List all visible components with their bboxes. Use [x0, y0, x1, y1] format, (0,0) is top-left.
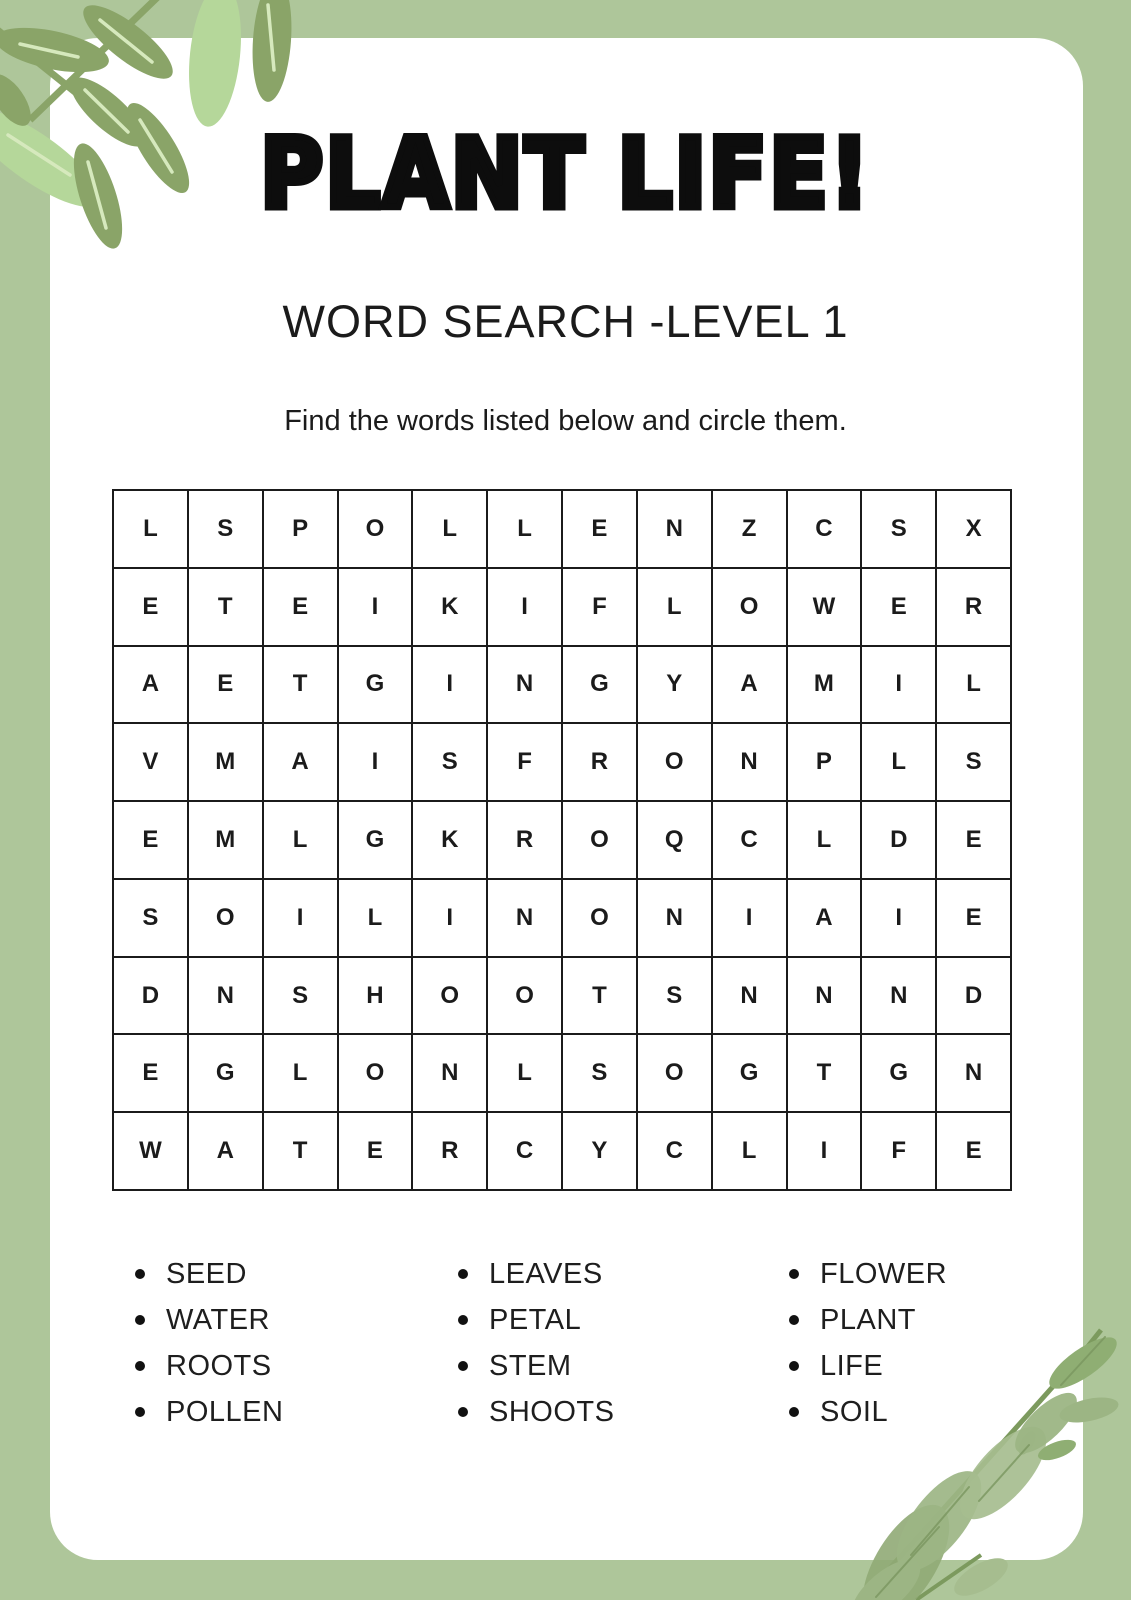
grid-cell[interactable]: N — [861, 957, 936, 1035]
grid-cell[interactable]: L — [113, 490, 188, 568]
grid-cell[interactable]: T — [188, 568, 263, 646]
word-list-item — [789, 1343, 947, 1389]
bullet-icon — [135, 1407, 145, 1417]
grid-cell[interactable]: P — [263, 490, 338, 568]
grid-cell[interactable]: I — [861, 879, 936, 957]
word-list-item — [458, 1389, 614, 1435]
grid-cell[interactable]: N — [787, 957, 862, 1035]
grid-cell[interactable]: K — [412, 801, 487, 879]
grid-cell[interactable]: D — [113, 957, 188, 1035]
grid-cell[interactable]: O — [562, 801, 637, 879]
page-subtitle: WORD SEARCH -LEVEL 1 — [282, 296, 849, 347]
grid-cell[interactable]: N — [412, 1034, 487, 1112]
grid-cell[interactable]: O — [338, 1034, 413, 1112]
grid-cell[interactable]: M — [188, 723, 263, 801]
grid-cell[interactable]: M — [787, 646, 862, 724]
grid-cell[interactable]: C — [712, 801, 787, 879]
grid-cell[interactable]: C — [637, 1112, 712, 1190]
grid-cell[interactable]: D — [861, 801, 936, 879]
grid-cell[interactable]: L — [487, 490, 562, 568]
grid-cell[interactable]: I — [338, 723, 413, 801]
grid-cell[interactable]: L — [263, 801, 338, 879]
grid-cell[interactable]: A — [712, 646, 787, 724]
grid-cell[interactable]: L — [712, 1112, 787, 1190]
bullet-icon — [458, 1361, 468, 1371]
grid-cell[interactable]: L — [487, 1034, 562, 1112]
word-label: ROOTS — [166, 1349, 272, 1382]
bullet-icon — [458, 1269, 468, 1279]
grid-cell[interactable]: I — [787, 1112, 862, 1190]
grid-cell[interactable]: S — [188, 490, 263, 568]
word-label: STEM — [489, 1349, 572, 1382]
bullet-icon — [789, 1361, 799, 1371]
word-list-item — [135, 1251, 283, 1297]
grid-cell[interactable]: E — [113, 568, 188, 646]
grid-cell[interactable]: G — [861, 1034, 936, 1112]
grid-cell[interactable]: N — [712, 723, 787, 801]
instruction-text: Find the words listed below and circle them. — [284, 405, 847, 437]
grid-cell[interactable]: S — [861, 490, 936, 568]
word-label: LIFE — [820, 1349, 884, 1382]
grid-cell[interactable]: C — [787, 490, 862, 568]
grid-cell[interactable]: I — [861, 646, 936, 724]
grid-cell[interactable]: Q — [637, 801, 712, 879]
grid-cell[interactable]: D — [936, 957, 1011, 1035]
grid-cell[interactable]: G — [338, 801, 413, 879]
grid-cell[interactable]: I — [487, 568, 562, 646]
word-list-column — [458, 1251, 614, 1435]
grid-cell[interactable]: Y — [562, 1112, 637, 1190]
word-list-item — [135, 1343, 283, 1389]
grid-cell[interactable]: F — [562, 568, 637, 646]
grid-cell[interactable]: A — [113, 646, 188, 724]
grid-cell[interactable]: N — [637, 490, 712, 568]
grid-cell[interactable]: O — [412, 957, 487, 1035]
grid-cell[interactable]: L — [338, 879, 413, 957]
grid-cell[interactable]: F — [861, 1112, 936, 1190]
grid-cell[interactable]: O — [188, 879, 263, 957]
word-label: POLLEN — [166, 1395, 284, 1428]
grid-cell[interactable]: S — [936, 723, 1011, 801]
grid-cell[interactable]: N — [712, 957, 787, 1035]
word-label: LEAVES — [489, 1257, 603, 1290]
bullet-icon — [789, 1315, 799, 1325]
grid-cell[interactable]: L — [861, 723, 936, 801]
grid-cell[interactable]: V — [113, 723, 188, 801]
word-list-item — [789, 1251, 947, 1297]
grid-cell[interactable]: O — [562, 879, 637, 957]
grid-cell[interactable]: E — [113, 1034, 188, 1112]
word-label: PETAL — [489, 1303, 582, 1336]
grid-cell[interactable]: E — [861, 568, 936, 646]
grid-cell[interactable]: S — [412, 723, 487, 801]
word-list-item — [135, 1389, 283, 1435]
grid-cell[interactable]: O — [712, 568, 787, 646]
word-label: SHOOTS — [489, 1395, 615, 1428]
grid-cell[interactable]: E — [338, 1112, 413, 1190]
grid-cell[interactable]: T — [263, 1112, 338, 1190]
bullet-icon — [135, 1269, 145, 1279]
word-label: SEED — [166, 1257, 247, 1290]
grid-cell[interactable]: W — [113, 1112, 188, 1190]
grid-cell[interactable]: L — [936, 646, 1011, 724]
word-list-column — [789, 1251, 947, 1435]
grid-cell[interactable]: A — [263, 723, 338, 801]
grid-cell[interactable]: N — [936, 1034, 1011, 1112]
grid-cell[interactable]: P — [787, 723, 862, 801]
grid-cell[interactable]: Z — [712, 490, 787, 568]
grid-cell[interactable]: S — [562, 1034, 637, 1112]
grid-cell[interactable]: L — [263, 1034, 338, 1112]
grid-cell[interactable]: A — [787, 879, 862, 957]
word-label: WATER — [166, 1303, 270, 1336]
word-search-grid — [112, 489, 1012, 1191]
grid-cell[interactable]: T — [263, 646, 338, 724]
grid-cell[interactable]: E — [936, 1112, 1011, 1190]
grid-cell[interactable]: N — [487, 879, 562, 957]
grid-cell[interactable]: H — [338, 957, 413, 1035]
grid-cell[interactable]: R — [487, 801, 562, 879]
grid-cell[interactable]: G — [562, 646, 637, 724]
grid-cell[interactable]: Y — [637, 646, 712, 724]
grid-cell[interactable]: G — [188, 1034, 263, 1112]
grid-cell[interactable]: A — [188, 1112, 263, 1190]
grid-cell[interactable]: F — [487, 723, 562, 801]
grid-cell[interactable]: R — [412, 1112, 487, 1190]
grid-cell[interactable]: E — [936, 879, 1011, 957]
grid-cell[interactable]: S — [637, 957, 712, 1035]
page-title: PLANT LIFE! — [259, 118, 872, 230]
grid-cell[interactable]: G — [338, 646, 413, 724]
grid-cell[interactable]: R — [936, 568, 1011, 646]
bullet-icon — [789, 1407, 799, 1417]
grid-cell[interactable]: C — [487, 1112, 562, 1190]
grid-cell[interactable]: O — [487, 957, 562, 1035]
word-list-column — [135, 1251, 283, 1435]
grid-cell[interactable]: T — [787, 1034, 862, 1112]
grid-cell[interactable]: E — [113, 801, 188, 879]
word-list-item — [789, 1297, 947, 1343]
grid-cell[interactable]: O — [338, 490, 413, 568]
bullet-icon — [135, 1315, 145, 1325]
grid-cell[interactable]: N — [188, 957, 263, 1035]
grid-cell[interactable]: I — [338, 568, 413, 646]
grid-cell[interactable]: E — [936, 801, 1011, 879]
bullet-icon — [458, 1315, 468, 1325]
grid-cell[interactable]: I — [712, 879, 787, 957]
grid-cell[interactable]: X — [936, 490, 1011, 568]
grid-cell[interactable]: K — [412, 568, 487, 646]
word-label: PLANT — [820, 1303, 916, 1336]
grid-cell[interactable]: E — [263, 568, 338, 646]
word-list-item — [135, 1297, 283, 1343]
grid-cell[interactable]: O — [637, 1034, 712, 1112]
bullet-icon — [789, 1269, 799, 1279]
grid-cell[interactable]: E — [562, 490, 637, 568]
grid-cell[interactable]: N — [637, 879, 712, 957]
grid-cell[interactable]: I — [412, 646, 487, 724]
grid-cell[interactable]: L — [637, 568, 712, 646]
grid-cell[interactable]: N — [487, 646, 562, 724]
grid-cell[interactable]: G — [712, 1034, 787, 1112]
word-label: FLOWER — [820, 1257, 948, 1290]
bullet-icon — [458, 1407, 468, 1417]
grid-cell[interactable]: W — [787, 568, 862, 646]
grid-cell[interactable]: M — [188, 801, 263, 879]
bullet-icon — [135, 1361, 145, 1371]
grid-cell[interactable]: S — [113, 879, 188, 957]
grid-cell[interactable]: T — [562, 957, 637, 1035]
word-label: SOIL — [820, 1395, 889, 1428]
grid-cell[interactable]: I — [412, 879, 487, 957]
word-list-item — [458, 1251, 614, 1297]
grid-cell[interactable]: L — [412, 490, 487, 568]
grid-cell[interactable]: R — [562, 723, 637, 801]
grid-cell[interactable]: E — [188, 646, 263, 724]
grid-cell[interactable]: I — [263, 879, 338, 957]
grid-cell[interactable]: S — [263, 957, 338, 1035]
grid-cell[interactable]: L — [787, 801, 862, 879]
word-list-item — [789, 1389, 947, 1435]
word-list-item — [458, 1297, 614, 1343]
grid-cell[interactable]: O — [637, 723, 712, 801]
word-list-item — [458, 1343, 614, 1389]
